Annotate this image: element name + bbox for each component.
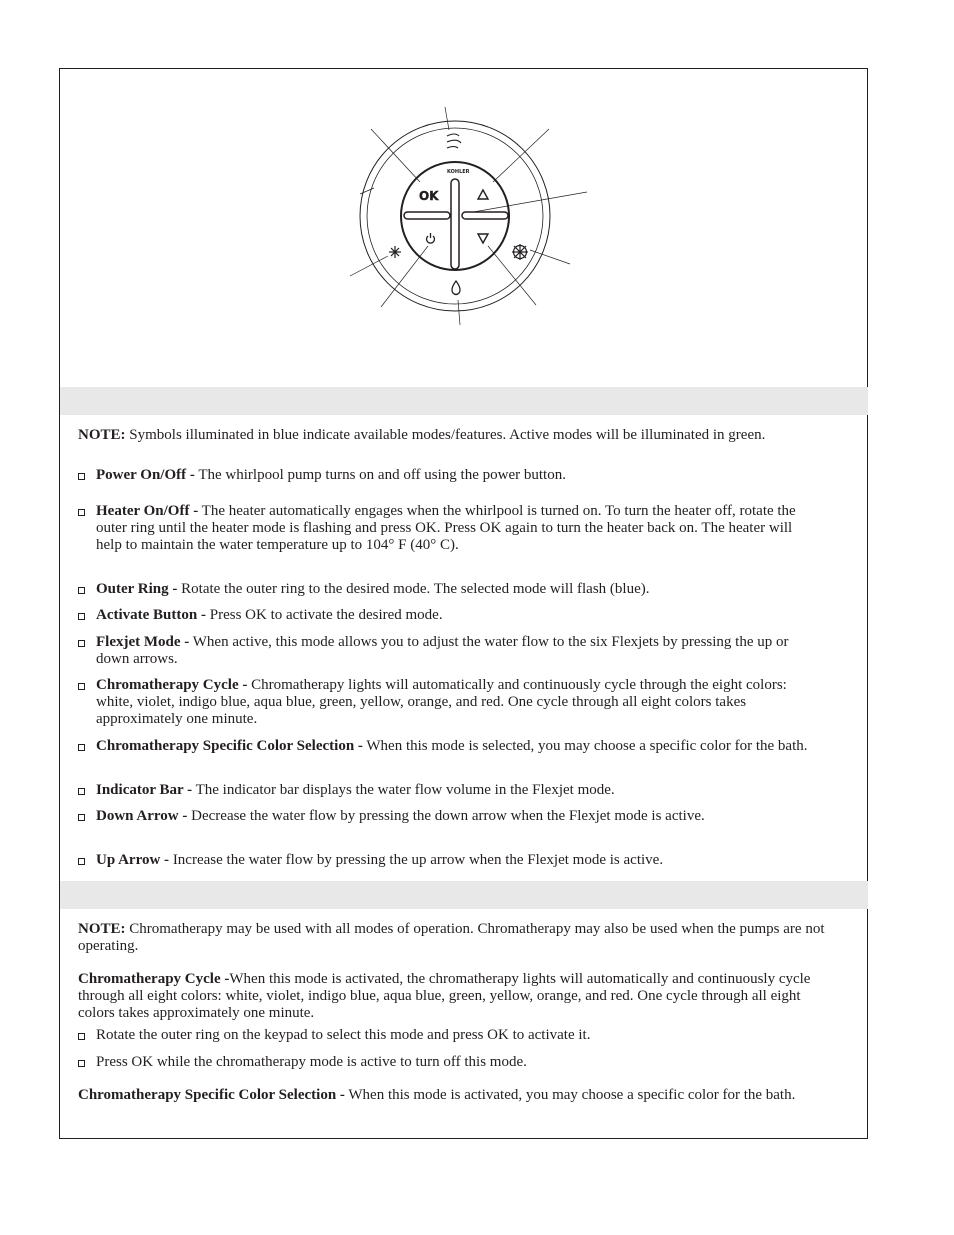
fan-icon [447,134,461,148]
list-item [78,852,818,869]
keypad-diagram [340,100,600,330]
list-item [78,581,818,598]
item-desc: Press OK to activate the desired mode. [205,607,443,623]
section-header-band [60,387,868,415]
bullet-icon [78,613,85,620]
specific-desc: When this mode is activated, you may choose a specific color for the bath. [344,1087,796,1103]
item-desc: Rotate the outer ring on the keypad to select this mode and press OK to activate it. [96,1027,591,1043]
chroma-note [78,921,838,955]
bullet-icon [78,683,85,690]
specific-term: Chromatherapy Specific Color Selection - [78,1087,345,1103]
note-text: Chromatherapy may be used with all modes of operation. Chromatherapy may also be used when the pumps are not operating. [78,921,825,954]
bullet-icon [78,473,85,480]
bullet-icon [78,744,85,751]
chromatherapy-color-icon [512,244,528,260]
item-term: Chromatherapy Cycle - [96,677,248,693]
bullet-icon [78,640,85,647]
list-item [78,1027,818,1044]
chromatherapy-cycle-icon [389,246,401,258]
list-item [78,467,818,484]
list-item [78,738,818,755]
bullet-icon [78,1060,85,1067]
note-label: NOTE: [78,427,126,443]
features-note [78,427,838,444]
item-desc: Decrease the water flow by pressing the down arrow when the Flexjet mode is active. [187,808,705,824]
power-icon [427,233,435,243]
note-text: Symbols illuminated in blue indicate available modes/features. Active modes will be illuminated in green. [125,427,766,443]
item-desc: The heater automatically engages when the whirlpool is turned on. To turn the heater off, rotate the outer ring until the heater mode is flashing and press OK. Press OK again to turn the heater back on. The heater will help to maintain the water temperature up to 104° F (40° C). [96,503,796,553]
item-desc: Increase the water flow by pressing the up arrow when the Flexjet mode is active. [169,852,664,868]
item-term: Up Arrow - [96,852,170,868]
item-desc: The indicator bar displays the water flow volume in the Flexjet mode. [192,782,615,798]
item-term: Heater On/Off - [96,503,199,519]
note-label: NOTE: [78,921,126,937]
list-item [78,634,818,668]
cycle-desc: When this mode is activated, the chromatherapy lights will automatically and continuously cycle through all eight colors: white, violet, indigo blue, aqua blue, green, yellow, orange, and red. One cycle through all eight colors takes approximately one minute. [78,971,811,1021]
item-desc: Chromatherapy lights will automatically and continuously cycle through the eight colors: white, violet, indigo blue, aqua blue, green, yellow, orange, and red. One cycle through all eight colors takes approximately one minute. [96,677,787,727]
item-desc: When this mode is selected, you may choose a specific color for the bath. [362,738,808,754]
section-header-band [60,881,868,909]
list-item [78,782,818,799]
up-arrow-icon [478,190,488,199]
item-term: Chromatherapy Specific Color Selection - [96,738,363,754]
list-item [78,1054,818,1071]
list-item [78,808,818,825]
heater-flame-icon [452,281,460,295]
list-item [78,677,818,728]
item-term: Indicator Bar - [96,782,193,798]
chroma-specific-paragraph [78,1087,823,1104]
bullet-icon [78,788,85,795]
bullet-icon [78,587,85,594]
item-desc: The whirlpool pump turns on and off using the power button. [194,467,566,483]
item-desc: Rotate the outer ring to the desired mode. The selected mode will flash (blue). [177,581,650,597]
bullet-icon [78,814,85,821]
item-desc: Press OK while the chromatherapy mode is active to turn off this mode. [96,1054,527,1070]
item-desc: When active, this mode allows you to adjust the water flow to the six Flexjets by pressing the up or down arrows. [96,634,789,667]
bullet-icon [78,858,85,865]
list-item [78,503,818,554]
brand-logo: KOHLER [447,169,470,175]
item-term: Outer Ring - [96,581,178,597]
cycle-term: Chromatherapy Cycle - [78,971,230,987]
bullet-icon [78,509,85,516]
down-arrow-icon [478,234,488,243]
bullet-icon [78,1033,85,1040]
item-term: Activate Button - [96,607,206,623]
item-term: Power On/Off - [96,467,195,483]
list-item [78,607,818,624]
ok-label: OK [419,189,439,203]
chroma-cycle-paragraph [78,971,818,1022]
item-term: Flexjet Mode - [96,634,190,650]
item-term: Down Arrow - [96,808,188,824]
